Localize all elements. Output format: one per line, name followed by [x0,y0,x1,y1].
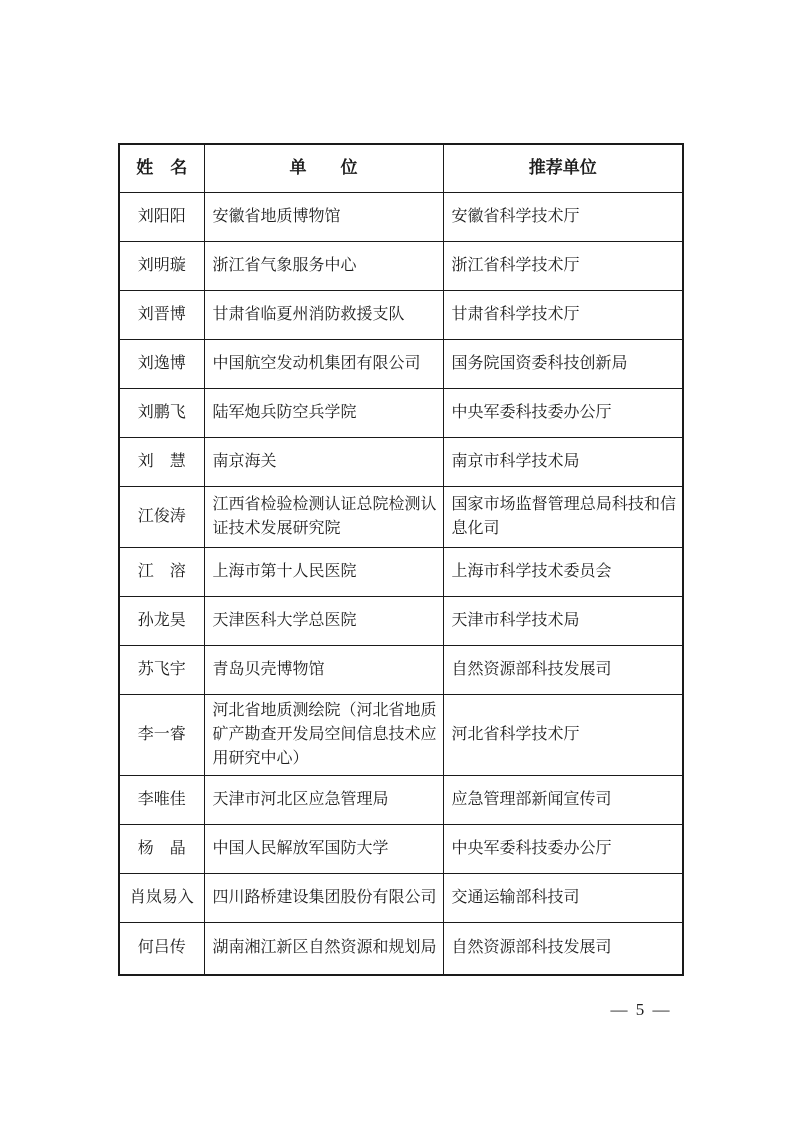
recommender-cell: 中央军委科技委办公厅 [443,388,683,437]
table-row [119,192,683,241]
name-cell: 江俊涛 [119,486,204,547]
recommender-cell: 河北省科学技术厅 [443,694,683,775]
table-row [119,645,683,694]
unit-cell: 湖南湘江新区自然资源和规划局 [204,922,443,975]
recommender-cell: 安徽省科学技术厅 [443,192,683,241]
unit-cell: 天津市河北区应急管理局 [204,775,443,824]
name-cell: 刘阳阳 [119,192,204,241]
table-header [119,144,683,192]
table-row [119,486,683,547]
name-cell: 肖岚易入 [119,873,204,922]
recommendation-table [118,143,684,976]
name-cell: 刘逸博 [119,339,204,388]
unit-cell: 青岛贝壳博物馆 [204,645,443,694]
recommender-cell: 甘肃省科学技术厅 [443,290,683,339]
table-body [119,192,683,975]
recommender-cell: 上海市科学技术委员会 [443,547,683,596]
unit-cell: 陆军炮兵防空兵学院 [204,388,443,437]
table-row [119,922,683,975]
table-row [119,596,683,645]
name-cell: 李一睿 [119,694,204,775]
name-cell: 刘明璇 [119,241,204,290]
table-row [119,388,683,437]
unit-cell: 四川路桥建设集团股份有限公司 [204,873,443,922]
table-row [119,873,683,922]
recommender-cell: 国务院国资委科技创新局 [443,339,683,388]
table-row [119,824,683,873]
column-header-name: 姓 名 [119,144,204,192]
recommender-cell: 南京市科学技术局 [443,437,683,486]
unit-cell: 安徽省地质博物馆 [204,192,443,241]
table-row [119,437,683,486]
recommender-cell: 浙江省科学技术厅 [443,241,683,290]
column-header-recommender: 推荐单位 [443,144,683,192]
recommender-cell: 中央军委科技委办公厅 [443,824,683,873]
recommender-cell: 自然资源部科技发展司 [443,645,683,694]
unit-cell: 南京海关 [204,437,443,486]
recommender-cell: 应急管理部新闻宣传司 [443,775,683,824]
name-cell: 何吕传 [119,922,204,975]
name-cell: 刘 慧 [119,437,204,486]
table-row [119,775,683,824]
table-row [119,694,683,775]
unit-cell: 江西省检验检测认证总院检测认证技术发展研究院 [204,486,443,547]
name-cell: 李唯佳 [119,775,204,824]
table-row [119,290,683,339]
unit-cell: 甘肃省临夏州消防救援支队 [204,290,443,339]
recommender-cell: 交通运输部科技司 [443,873,683,922]
recommender-cell: 国家市场监督管理总局科技和信息化司 [443,486,683,547]
table-row [119,241,683,290]
name-cell: 杨 晶 [119,824,204,873]
table-row [119,547,683,596]
page-number: — 5 — [610,1000,672,1019]
unit-cell: 浙江省气象服务中心 [204,241,443,290]
unit-cell: 中国人民解放军国防大学 [204,824,443,873]
name-cell: 苏飞宇 [119,645,204,694]
unit-cell: 中国航空发动机集团有限公司 [204,339,443,388]
table-row [119,339,683,388]
unit-cell: 上海市第十人民医院 [204,547,443,596]
header-row [119,144,683,192]
name-cell: 刘鹏飞 [119,388,204,437]
unit-cell: 河北省地质测绘院（河北省地质矿产勘查开发局空间信息技术应用研究中心） [204,694,443,775]
recommender-cell: 自然资源部科技发展司 [443,922,683,975]
unit-cell: 天津医科大学总医院 [204,596,443,645]
name-cell: 孙龙昊 [119,596,204,645]
recommender-cell: 天津市科学技术局 [443,596,683,645]
name-cell: 刘晋博 [119,290,204,339]
name-cell: 江 溶 [119,547,204,596]
column-header-unit: 单 位 [204,144,443,192]
